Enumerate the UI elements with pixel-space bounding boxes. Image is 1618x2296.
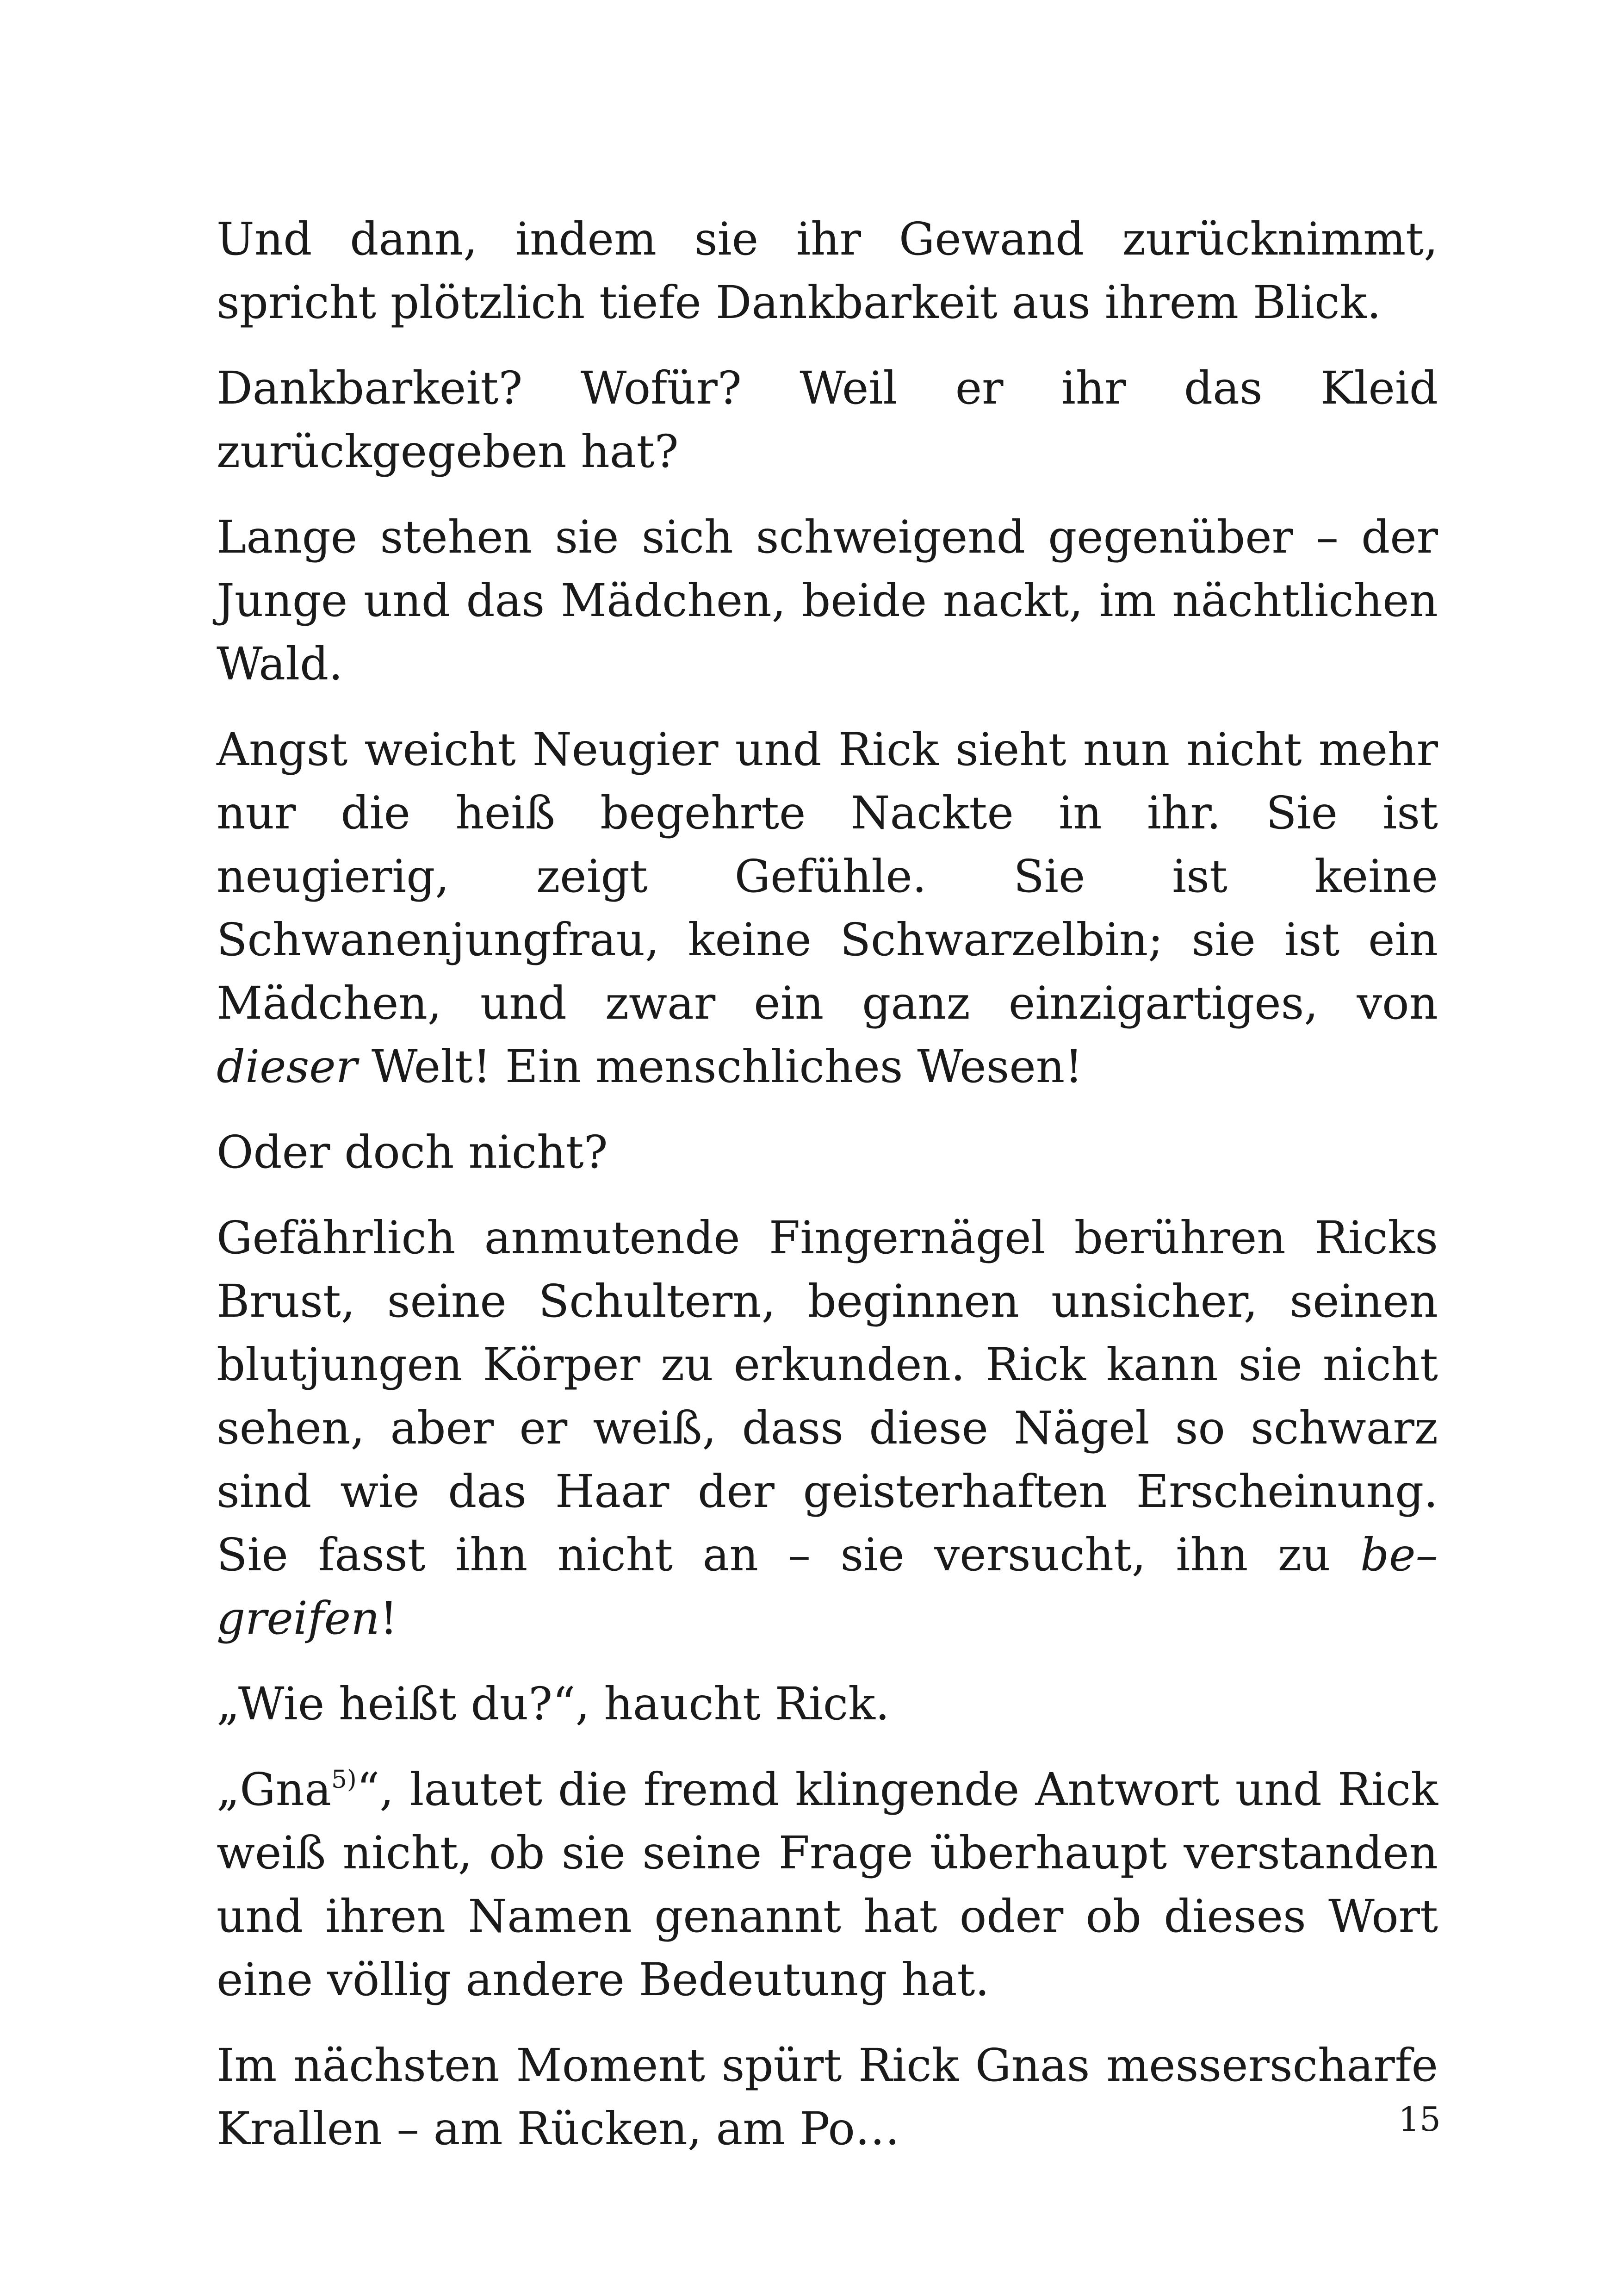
paragraph [217, 1672, 1438, 1736]
text-segment: Welt! Ein menschliches Wesen! [357, 1040, 1083, 1093]
paragraph [217, 718, 1438, 1098]
text-segment: „Wie heißt du?“, haucht Rick. [217, 1678, 890, 1730]
text-segment: „Gna [217, 1763, 332, 1816]
paragraph [217, 2034, 1438, 2160]
text-segment: Lange stehen sie sich schweigend gegenüber – der Junge und das Mädchen, beide nackt, im nächtlichen Wald. [217, 511, 1438, 690]
footnote-marker: 5) [331, 1764, 357, 1794]
text-segment: Dankbarkeit? Wofür? Weil er ihr das Kleid zurückgegeben hat? [217, 362, 1438, 478]
paragraph [217, 1758, 1438, 2011]
text-segment: ! [379, 1592, 398, 1644]
paragraph [217, 505, 1438, 696]
paragraph [217, 207, 1438, 334]
text-segment: Gefährlich anmutende Fingernägel berühren Ricks Brust, seine Schultern, beginnen unsicher, seinen blutjungen Körper zu erkunden. Rick kann sie nicht sehen, aber er weiß, dass diese Nägel so schwarz sind wie das Haar der geisterhaften Erscheinung. Sie fasst ihn nicht an – sie versucht, ihn zu [217, 1212, 1438, 1581]
body-text [217, 207, 1438, 2183]
paragraph [217, 1120, 1438, 1184]
text-segment: “, lautet die fremd klingende Antwort und Rick weiß nicht, ob sie seine Frage überhaupt verstanden und ihren Namen genannt hat oder ob dieses Wort eine völlig andere Bedeutung hat. [217, 1763, 1438, 2006]
text-segment: Und dann, indem sie ihr Gewand zurücknimmt, spricht plötzlich tiefe Dankbarkeit aus ihrem Blick. [217, 213, 1438, 329]
text-segment: Oder doch nicht? [217, 1126, 608, 1178]
text-segment: Im nächsten Moment spürt Rick Gnas messerscharfe Krallen – am Rücken, am Po… [217, 2039, 1438, 2155]
page-number: 15 [1398, 2100, 1441, 2139]
emphasized-text: be–greifen [217, 1529, 1438, 1644]
paragraph [217, 1206, 1438, 1650]
emphasized-text: dieser [217, 1040, 358, 1093]
paragraph [217, 356, 1438, 483]
text-segment: Angst weicht Neugier und Rick sieht nun nicht mehr nur die heiß begehrte Nackte in ihr. Sie ist neugierig, zeigt Gefühle. Sie ist keine Schwanenjungfrau, keine Schwarzelbin; sie ist ein Mädchen, und zwar ein ganz einzigartiges, von [217, 723, 1438, 1029]
